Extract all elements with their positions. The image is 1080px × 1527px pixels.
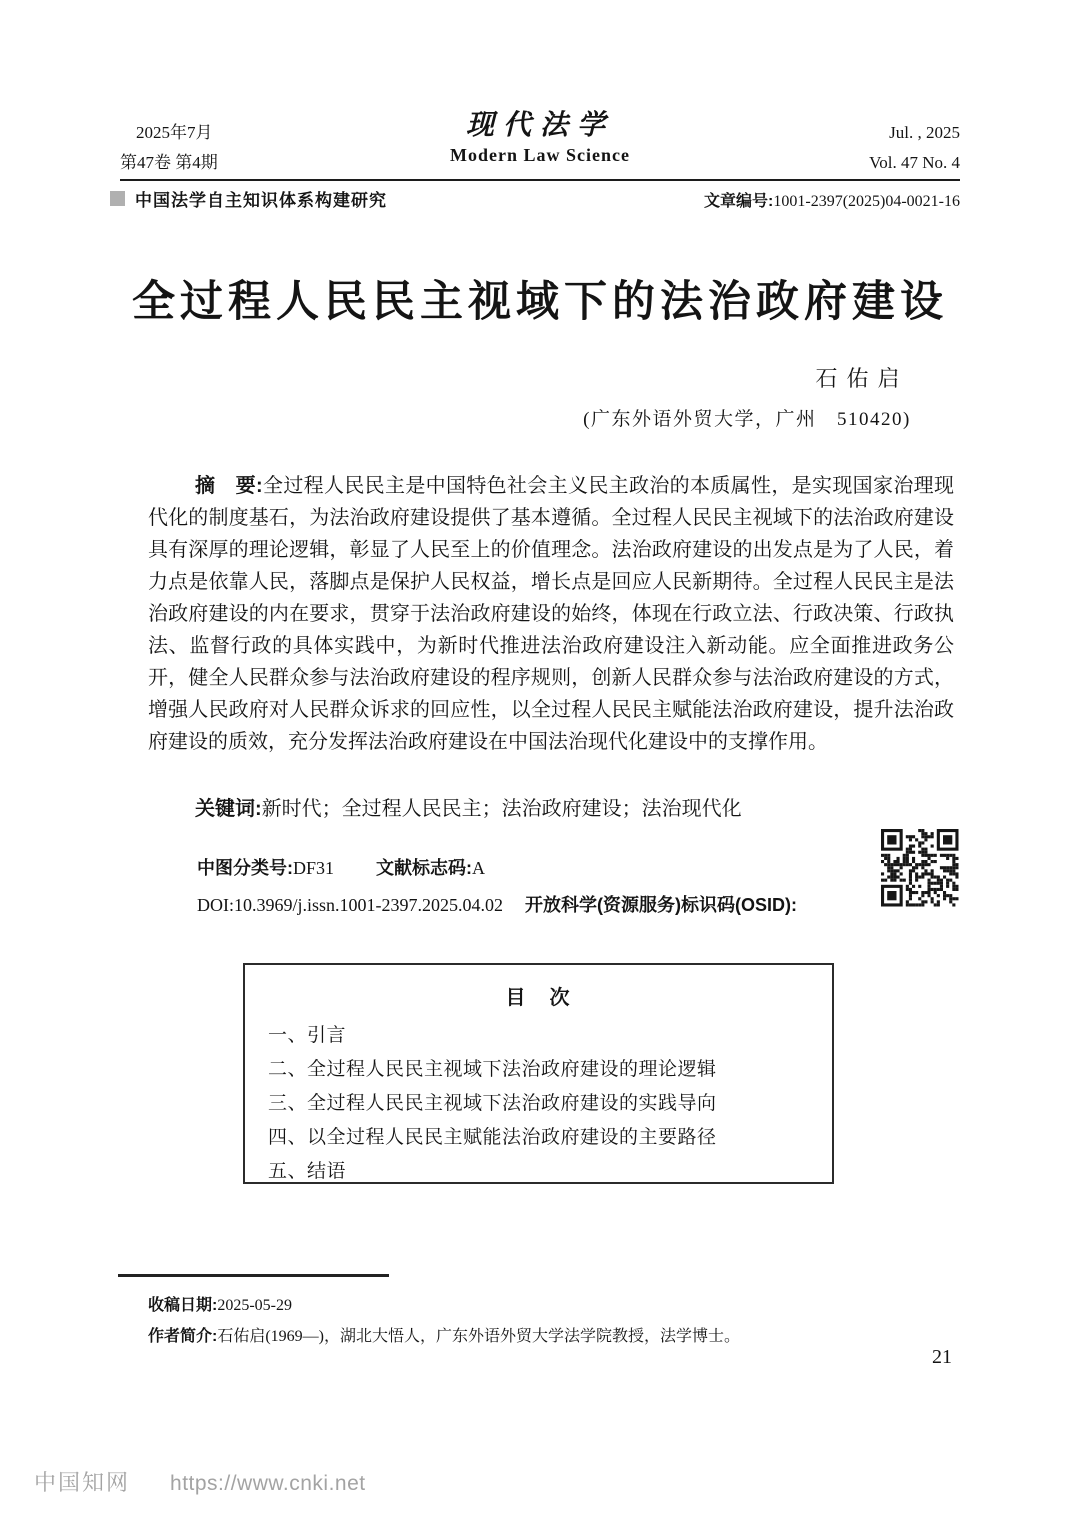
osid-label: 开放科学(资源服务)标识码(OSID): (525, 895, 797, 915)
toc-item: 四、以全过程人民民主赋能法治政府建设的主要路径 (268, 1127, 717, 1148)
cnki-watermark-brand: 中国知网 (34, 1470, 131, 1495)
journal-date-en: Jul. , 2025 (889, 123, 960, 142)
author-name: 石佑启 (815, 366, 909, 391)
journal-logo: 现代法学 (465, 110, 614, 141)
keywords-line (148, 792, 954, 821)
cnki-watermark-url: https://www.cnki.net (170, 1472, 366, 1495)
doc-code-label: 文献标志码: (376, 858, 473, 878)
journal-issue-cn: 第47卷 第4期 (120, 153, 218, 172)
clc-line (148, 850, 848, 887)
author-bio-label: 作者简介: (148, 1328, 218, 1345)
journal-date-cn: 2025年7月 (136, 123, 213, 142)
author-bio-line (148, 1321, 740, 1352)
toc-item: 五、结语 (268, 1161, 347, 1182)
keywords-text: 新时代；全过程人民民主；法治政府建设；法治现代化 (261, 798, 742, 820)
header-divider (120, 179, 960, 181)
footnote-divider (118, 1274, 389, 1277)
doi-line (148, 887, 848, 924)
toc-title: 目 次 (505, 987, 572, 1009)
column-row (110, 186, 387, 211)
footnote-block (148, 1290, 740, 1352)
author-affiliation: (广东外语外贸大学，广州 510420) (583, 409, 911, 430)
keywords-label: 关键词: (195, 798, 262, 820)
journal-header-right (869, 118, 960, 178)
toc-item: 三、全过程人民民主视域下法治政府建设的实践导向 (268, 1093, 717, 1114)
clc-value: DF31 (293, 858, 335, 878)
abstract-text: 全过程人民民主是中国特色社会主义民主政治的本质属性，是实现国家治理现代化的制度基石，为法治政府建设提供了基本遵循。全过程人民民主视域下的法治政府建设具有深厚的理论逻辑，彰显了人民至上的价值理念。法治政府建设的出发点是为了人民，着力点是依靠人民，落脚点是保护人民权益，增长点是回应人民新期待。全过程人民民主是法治政府建设的内在要求，贯穿于法治政府建设的始终，体现在行政立法、行政决策、行政执法、监督行政的具体实践中，为新时代推进法治政府建设注入新动能。应全面推进政务公开，健全人民群众参与法治政府建设的程序规则，创新人民群众参与法治政府建设的方式，增强人民政府对人民群众诉求的回应性，以全过程人民民主赋能法治政府建设，提升法治政府建设的质效，充分发挥法治政府建设在中国法治现代化建设中的支撑作用。 (148, 475, 954, 753)
osid-qr-code (881, 829, 959, 907)
journal-issue-en: Vol. 47 No. 4 (869, 153, 960, 172)
received-date-label: 收稿日期: (148, 1297, 218, 1314)
abstract-paragraph (148, 470, 954, 758)
article-title: 全过程人民民主视域下的法治政府建设 (132, 279, 948, 326)
clc-label: 中图分类号: (197, 858, 293, 878)
toc-box (243, 963, 834, 1184)
toc-item: 一、引言 (268, 1025, 347, 1046)
meta-block (148, 850, 848, 924)
toc-items (245, 1019, 832, 1189)
journal-name-en: Modern Law Science (450, 145, 630, 165)
received-date-line (148, 1290, 740, 1321)
abstract-label: 摘 要: (195, 475, 263, 497)
received-date-value: 2025-05-29 (217, 1297, 292, 1314)
article-number-label: 文章编号: (704, 193, 774, 210)
article-number (704, 188, 960, 211)
doi-text: DOI:10.3969/j.issn.1001-2397.2025.04.02 (197, 895, 503, 915)
page-number: 21 (932, 1346, 952, 1368)
cnki-watermark (34, 1466, 366, 1497)
column-title: 中国法学自主知识体系构建研究 (135, 191, 387, 210)
toc-item: 二、全过程人民民主视域下法治政府建设的理论逻辑 (268, 1059, 717, 1080)
author-bio-value: 石佑启(1969—)，湖北大悟人，广东外语外贸大学法学院教授，法学博士。 (217, 1328, 741, 1345)
column-square-marker-icon (110, 191, 125, 206)
doc-code-value: A (472, 858, 486, 878)
article-number-value: 1001-2397(2025)04-0021-16 (773, 193, 960, 210)
